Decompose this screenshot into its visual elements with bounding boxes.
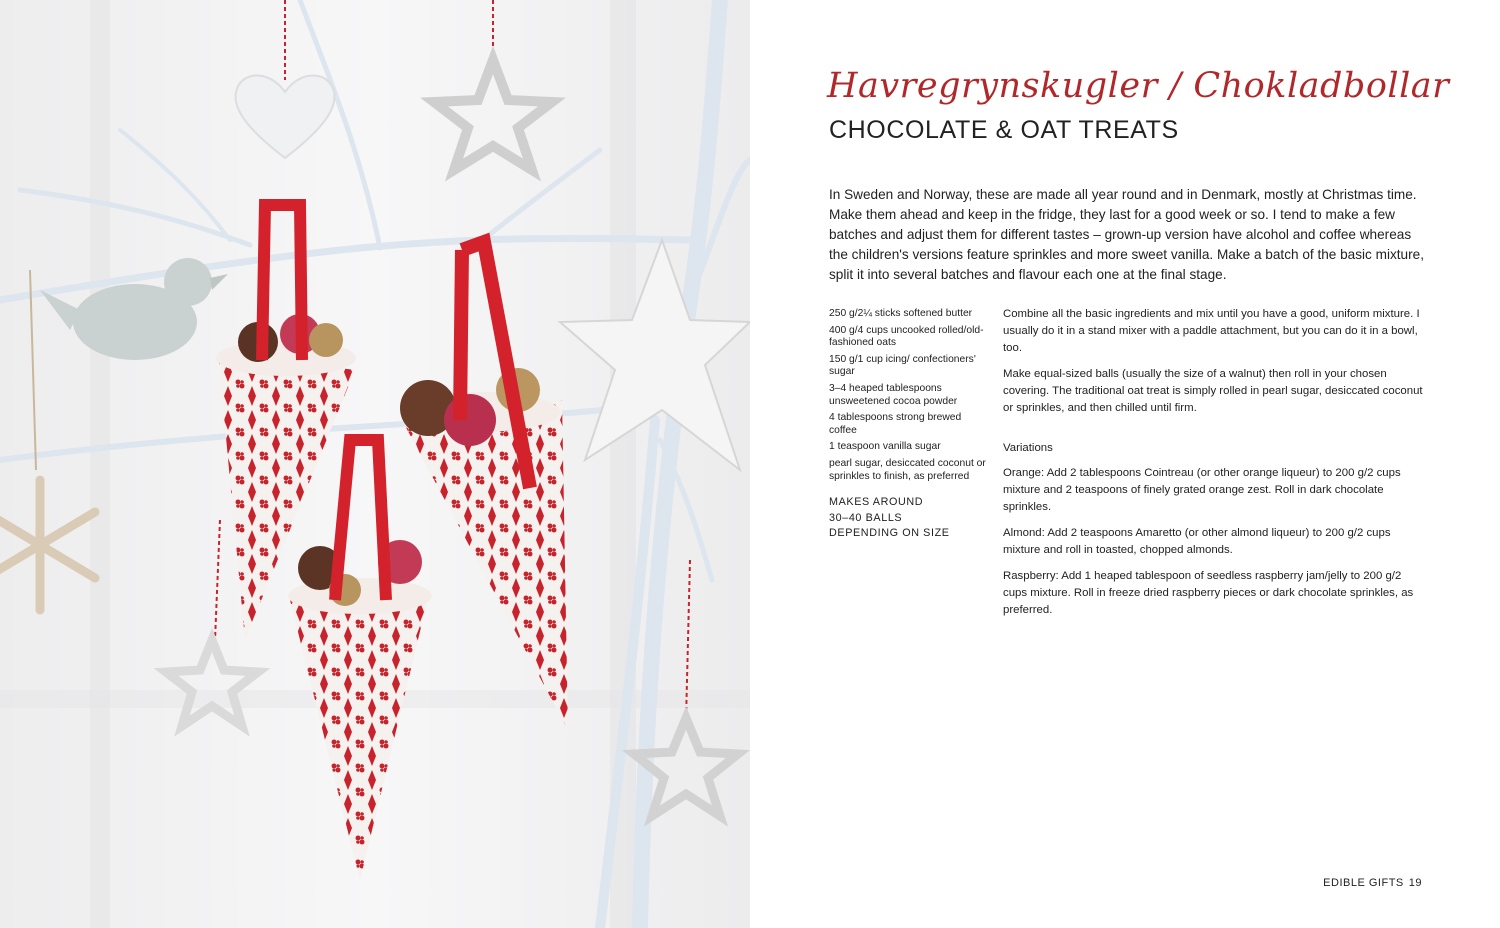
method-step: Make equal-sized balls (usually the size of a walnut) then roll in your chosen covering. The traditional oat treat is simply rolled in pearl sugar, desiccated coconut or sprinkles, and then chilled until firm. [1003, 368, 1423, 414]
yield-line: 30–40 BALLS [829, 511, 903, 524]
method-step: Combine all the basic ingredients and mix until you have a good, uniform mixture. I usually do it in a stand mixer with a paddle attachment, but you can do it in a bowl, too. [1003, 308, 1420, 354]
ingredient-item: 250 g/2¼ sticks softened butter [829, 308, 973, 319]
page-footer [1323, 877, 1422, 889]
recipe-title: CHOCOLATE & OAT TREATS [829, 116, 1179, 144]
yield-line: DEPENDING ON SIZE [829, 527, 950, 540]
section-name: EDIBLE GIFTS [1323, 877, 1404, 889]
ingredient-item: 1 teaspoon vanilla sugar [829, 441, 941, 453]
variations-heading: Variations [1003, 442, 1053, 454]
ingredient-item: 400 g/4 cups uncooked rolled/old-fashioned oats [829, 324, 984, 349]
recipe-page [750, 0, 1500, 928]
ingredient-item: 3–4 heaped tablespoons unsweetened cocoa powder [829, 383, 958, 407]
variation-item: Almond: Add 2 teaspoons Amaretto (or other almond liqueur) to 200 g/2 cups mixture and roll in toasted, chopped almonds. [1003, 527, 1391, 556]
recipe-yield [829, 495, 987, 542]
variation-item: Orange: Add 2 tablespoons Cointreau (or other orange liqueur) to 200 g/2 cups mixture and 2 teaspoons of finely grated orange zest. Roll in dark chocolate sprinkles. [1003, 467, 1401, 513]
recipe-intro: In Sweden and Norway, these are made all year round and in Denmark, mostly at Christmas time. Make them ahead and keep in the fridge, they last for a good week or so. I tend to make a few batches and adjust them for different tastes – grown-up version have alcohol and coffee whereas the children's versions feature sprinkles and more sweet vanilla. Make a batch of the basic mixture, split it into several batches and flavour each one at the final stage. [829, 187, 1424, 282]
page-number: 19 [1408, 877, 1422, 889]
ingredient-item: pearl sugar, desiccated coconut or sprinkles to finish, as preferred [829, 458, 986, 482]
ingredient-item: 150 g/1 cup icing/ confectioners' sugar [829, 353, 976, 378]
ingredient-item: 4 tablespoons strong brewed coffee [829, 412, 962, 436]
yield-line: MAKES AROUND [829, 496, 924, 509]
ingredients-column [829, 308, 987, 542]
variation-item: Raspberry: Add 1 heaped tablespoon of seedless raspberry jam/jelly to 200 g/2 cups mixture. Roll in freeze dried raspberry pieces or dark chocolate sprinkles, as preferred. [1003, 570, 1414, 616]
method-column [1003, 306, 1428, 628]
ingredient-list [829, 308, 987, 483]
recipe-local-title: Havregrynskugler / Chokladbollar [827, 66, 1450, 106]
